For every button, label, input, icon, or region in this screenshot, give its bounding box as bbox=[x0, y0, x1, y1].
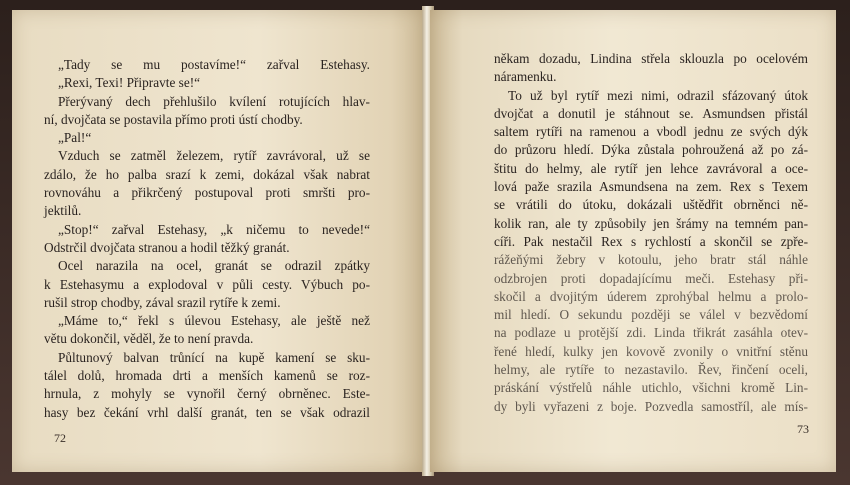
text-line: helmy, ale rytíře to nezastavilo. Řev, řinčení oceli, bbox=[494, 362, 808, 378]
text-line: dy byli vyřazeni z boje. Pozvedla samostříl, ale mís- bbox=[494, 398, 808, 414]
right-page bbox=[430, 10, 836, 472]
text-line: rušil strop chodby, zával srazil rytíře k zemi. bbox=[44, 294, 281, 310]
text-line: To už byl rytíř mezi nimi, odrazil sfázovaný útok bbox=[508, 87, 808, 103]
text-line: se vrátili do útoku, dokázali uštědřit obrněnci ně- bbox=[494, 197, 808, 213]
text-line: dvojčat a donutil je stáhnout se. Asmundsen přistál bbox=[494, 105, 808, 121]
text-line: cíři. Pak nestačil Rex s rychlostí a skončil se zpře- bbox=[494, 233, 808, 249]
page-number: 72 bbox=[54, 431, 66, 445]
text-line: saltem rytíři na ramenou a vbodl jednu ze svých dýk bbox=[494, 124, 808, 140]
text-line: rážeňými žebry v kotoulu, jeho bratr stál náhle bbox=[494, 252, 808, 268]
page-number: 73 bbox=[797, 422, 809, 436]
left-page bbox=[12, 10, 424, 472]
text-line: k Estehasymu a explodoval v půli cesty. Výbuch po- bbox=[44, 276, 370, 292]
text-line: do průzoru hledí. Dýka zůstala pohroužená až po zá- bbox=[494, 142, 808, 158]
text-line: štitu do helmy, ale rytíř jen lehce zavrávoral a oce- bbox=[494, 160, 808, 176]
text-line: zdálo, že ho palba srazí k zemi, dokázal však nabrat bbox=[44, 166, 370, 182]
text-line: hasy bez čekání vrhl další granát, ten se však odrazil bbox=[44, 404, 370, 420]
text-line: odzbrojen proti dopadajícímu meči. Estehasy při- bbox=[494, 270, 808, 286]
text-line: Odstrčil dvojčata stranou a hodil těžký granát. bbox=[44, 239, 290, 255]
text-line: mil hledí. O sekundu později se válel v bezvědomí bbox=[494, 307, 808, 323]
text-line: „Rexi, Texi! Připravte se!“ bbox=[58, 75, 201, 91]
text-line: lová paže srazila Asmundsena na zem. Rex s Texem bbox=[494, 179, 808, 195]
left-page-text bbox=[44, 56, 370, 422]
text-line: „Tady se mu postavíme!“ zařval Estehasy. bbox=[58, 57, 370, 72]
text-line: Ocel narazila na ocel, granát se odrazil zpátky bbox=[58, 258, 370, 274]
text-line: jektilů. bbox=[44, 203, 82, 219]
text-line: rovnováhu a přikrčený postupoval proti smršti pro- bbox=[44, 185, 370, 201]
text-line: kolik ran, ale ty způsobily jen šrámy na temném pan- bbox=[494, 215, 808, 231]
text-line: ní, dvojčata se postavila přímo proti ústí chodby. bbox=[44, 111, 303, 127]
text-line: skočil a dvojitým úderem zprohýbal helmu a prolo- bbox=[494, 288, 808, 304]
text-line: „Pal!“ bbox=[58, 130, 92, 146]
right-page-text bbox=[494, 50, 808, 416]
text-line: větu dokončil, věděl, že to není pravda. bbox=[44, 331, 254, 347]
text-line: „Stop!“ zařval Estehasy, „k ničemu to nevede!“ bbox=[58, 221, 370, 237]
text-line: Půltunový balvan trůnící na kupě kamení se sku- bbox=[58, 349, 370, 365]
text-line: někam dozadu, Lindina střela sklouzla po ocelovém bbox=[494, 51, 808, 66]
text-line: hrnula, z mohyly se vynořil černý obrněnec. Este- bbox=[44, 386, 370, 402]
text-line: tálel dolů, hromada drti a menších kamenů se roz- bbox=[44, 368, 370, 384]
text-line: řené hledí, kulky jen kovově zvonily o vnitřní stěnu bbox=[494, 343, 808, 359]
text-line: Přerývaný dech přehlušilo kvílení rotujících hlav- bbox=[58, 93, 370, 109]
text-line: na podlaze u protější zdi. Linda třikrát zasáhla otev- bbox=[494, 325, 808, 341]
text-line: „Máme to,“ řekl s úlevou Estehasy, ale ještě než bbox=[58, 313, 370, 329]
text-line: práskání výstřelů náhle utichlo, všichni kromě Lin- bbox=[494, 380, 808, 396]
text-line: náramenku. bbox=[494, 69, 557, 85]
text-line: Vzduch se zatměl železem, rytíř zavrávoral, už se bbox=[58, 148, 370, 164]
